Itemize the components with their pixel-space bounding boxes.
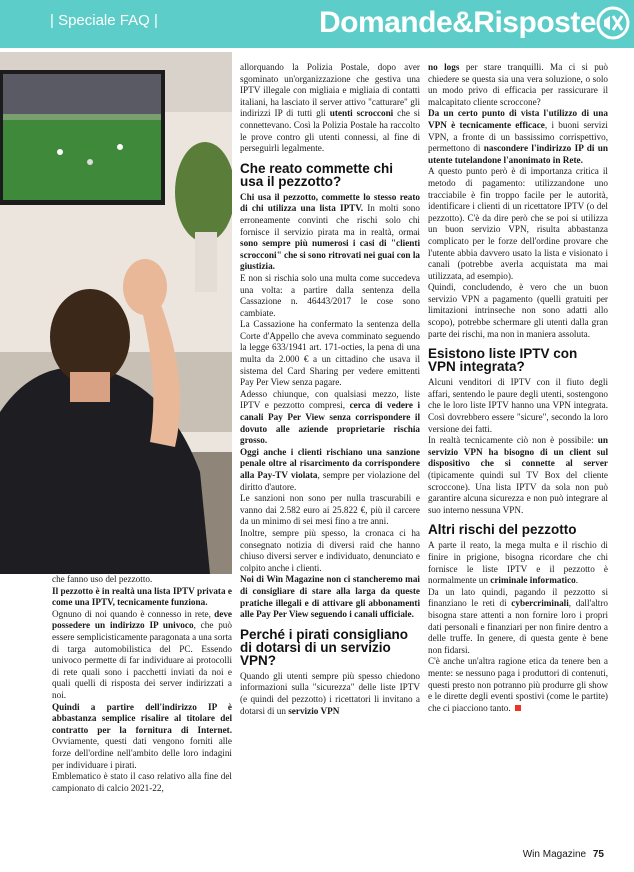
column-1 [52, 574, 232, 794]
paragraph: allorquando la Polizia Postale, dopo aver sgominato un'organizzazione che gestiva una IPTV illegale con migliaia e migliaia di contatti italiani, ha lasciato il server attivo "catturare" gli indirizzi IP di tutti gli utenti scrocconi che si connettevano. Così la Polizia Postale ha raccolto le prove contro gli utenti connessi, al fine di perseguirli legalmente. [240, 62, 420, 154]
magazine-name: Win Magazine [522, 849, 587, 860]
paragraph: C'è anche un'altra ragione etica da tenere ben a mente: se nessuno paga i produttori di contenuti, questi presto non potranno più produrre gli show e le dirette degli eventi spostivi (come le partite) che ci piacciono tanto. [428, 656, 608, 713]
paragraph: Il pezzotto è in realtà una lista IPTV privata e come una IPTV, tecnicamente funziona. [52, 585, 232, 608]
paragraph: Oggi anche i clienti rischiano una sanzione penale oltre al risarcimento da corrispondere alla Pay-TV violata, sempre per violazione del diritto d'autore. [240, 446, 420, 492]
section-heading: Che reato commette chi usa il pezzotto? [240, 160, 394, 189]
paragraph: che fanno uso del pezzotto. [52, 574, 153, 584]
paragraph: A parte il reato, la mega multa e il rischio di finire in prigione, bisogna ricordare che chi fornisce le liste IPTV e il pezzotto è normalmente un criminale informatico. [428, 540, 608, 586]
paragraph: Le sanzioni non sono per nulla trascurabili e vanno dai 2.582 euro ai 25.822 €, più il carcere da un minimo di sei mesi fino a tre anni. [240, 493, 420, 527]
paragraph: Quando gli utenti sempre più spesso chiedono informazioni sulla "sicurezza" delle liste IPTV (e quindi del pezzotto) i ricettatori li invitano a dotarsi di un servizio VPN [240, 670, 420, 716]
paragraph: Da un lato quindi, pagando il pezzotto si finanziano le reti di cybercriminali, dall'altro bisogna stare attenti a non fornire loro i propri dati personali e finanziari per non finire dentro a delle truffe. In genere, di questa gente è bene non fidarsi. [428, 586, 608, 655]
paragraph: Alcuni venditori di IPTV con il fiuto degli affari, sentendo le paure degli utenti, sostengono che le loro liste IPTV hanno una VPN integrata. Così dovrebbero essere "sicure", secondo la loro versione dei fatti. [428, 377, 608, 434]
page-number: 75 [592, 849, 604, 860]
section-heading: Esistono liste IPTV con VPN integrata? [428, 346, 578, 375]
paragraph: Quindi a partire dell'indirizzo IP è abbastanza semplice risalire al titolare del contratto per la fornitura di Internet. Ovviamente, questi dati vengono forniti alle forze dell'ordine nell'ambito delle loro indagini per individuare i pirati. [52, 701, 232, 770]
column-2 [240, 62, 420, 717]
section-heading: Perché i pirati consigliano di dotarsi di un servizio VPN? [240, 626, 409, 668]
column-3 [428, 62, 608, 714]
section-title: Domande&Risposte [318, 6, 596, 39]
page-footer [523, 849, 604, 860]
paragraph: Emblematico è stato il caso relativo alla fine del campionato di calcio 2021-22, [52, 771, 232, 793]
article-photo [0, 52, 232, 574]
paragraph: La Cassazione ha confermato la sentenza della Corte d'Appello che aveva comminato seguendo la legge 633/1941 art. 171-octies, la pena di una multa da 2.000 € a un cittadino che usava il sistema del Card Sharing per vedere emittenti Pay Per View senza pagare. [240, 319, 420, 388]
paragraph: Noi di Win Magazine non ci stancheremo mai di consigliare di stare alla larga da queste pratiche illegali e di attivare gli abbonamenti alle Pay Per View seguendo i canali ufficiale. [240, 574, 420, 620]
section-heading: Altri rischi del pezzotto [428, 522, 577, 538]
paragraph: no logs per stare tranquilli. Ma ci si può chiedere se questa sia una vera soluzione, o solo un modo privo di efficacia per rassicurare il malcapitato cliente scroccone? [428, 62, 608, 107]
section-label: | Speciale FAQ | [50, 12, 158, 29]
paragraph: Da un certo punto di vista l'utilizzo di una VPN è tecnicamente efficace, i buoni servizi VPN, a fronte di un bassissimo corrispettivo, permettono di nascondere l'indirizzo IP di un utente tutelandone l'anonimato in Rete. [428, 108, 608, 165]
paragraph: Adesso chiunque, con qualsiasi mezzo, liste IPTV e pezzotto compresi, cerca di vedere i canali Pay Per View senza corrispondere il dovuto alle aziende proprietarie rischia grosso. [240, 388, 420, 446]
end-mark-icon [515, 705, 521, 711]
paragraph: A questo punto però è di importanza critica il metodo di pagamento: utilizzandone uno tracciabile è fin troppo facile per le autorità, identificare i clienti di un ricettatore IPTV (o del pezzotto). C'è da dire però che se poi si utilizza un buon servizio VPN, risulta abbastanza complicato per le forze dell'ordine provare che l'utente abbia davvero usato la lista e visionato i canali (potrebbe averla acquistata ma mai utilizzata, ad esempio). [428, 166, 608, 281]
paragraph: Ognuno di noi quando è connesso in rete, deve possedere un indirizzo IP univoco, che può essere semplicisticamente paragonata a una sorta di targa automobilistica del PC. Essendo univoco permette di far individuare ai protocolli di rete quali sono i pacchetti inviati da noi e quali quelli di risposta dei server indirizzati a noi. [52, 608, 232, 700]
paragraph: Chi usa il pezzotto, commette lo stesso reato di chi utilizza una lista IPTV. In molti sono erroneamente convinti che rischi solo chi fornisce il servizio pirata ma in realtà, ormai sono sempre più numerosi i casi di "clienti scrocconi" che si sono ritrovati nei guai con la giustizia. [240, 191, 420, 272]
paragraph: E non si rischia solo una multa come succedeva una volta: a partire dalla sentenza della Cassazione n. 46443/2017 le cose sono cambiate. [240, 272, 420, 318]
magazine-logo-icon [596, 6, 630, 40]
page-header [0, 0, 634, 48]
paragraph: Quindi, concludendo, è vero che un buon servizio VPN a pagamento (quelli gratuiti per limitazioni intrinseche non sono adatti allo scopo), potrebbe schermare gli utenti dalla gran parte dei rischi, ma non in maniera assoluta. [428, 282, 608, 339]
paragraph: In realtà tecnicamente ciò non è possibile: un servizio VPN ha bisogno di un client sul dispositivo che si connette al server (tipicamente quindi sul TV Box del cliente scroccone). Una lista IPTV da sola non può garantire alcuna sicurezza e non può integrare al suo interno nessuna VPN. [428, 435, 608, 515]
paragraph: Inoltre, sempre più spesso, la cronaca ci ha consegnato notizia di diversi raid che hanno chiuso diversi server e individuato, denunciato e colpito anche i clienti. [240, 527, 420, 573]
